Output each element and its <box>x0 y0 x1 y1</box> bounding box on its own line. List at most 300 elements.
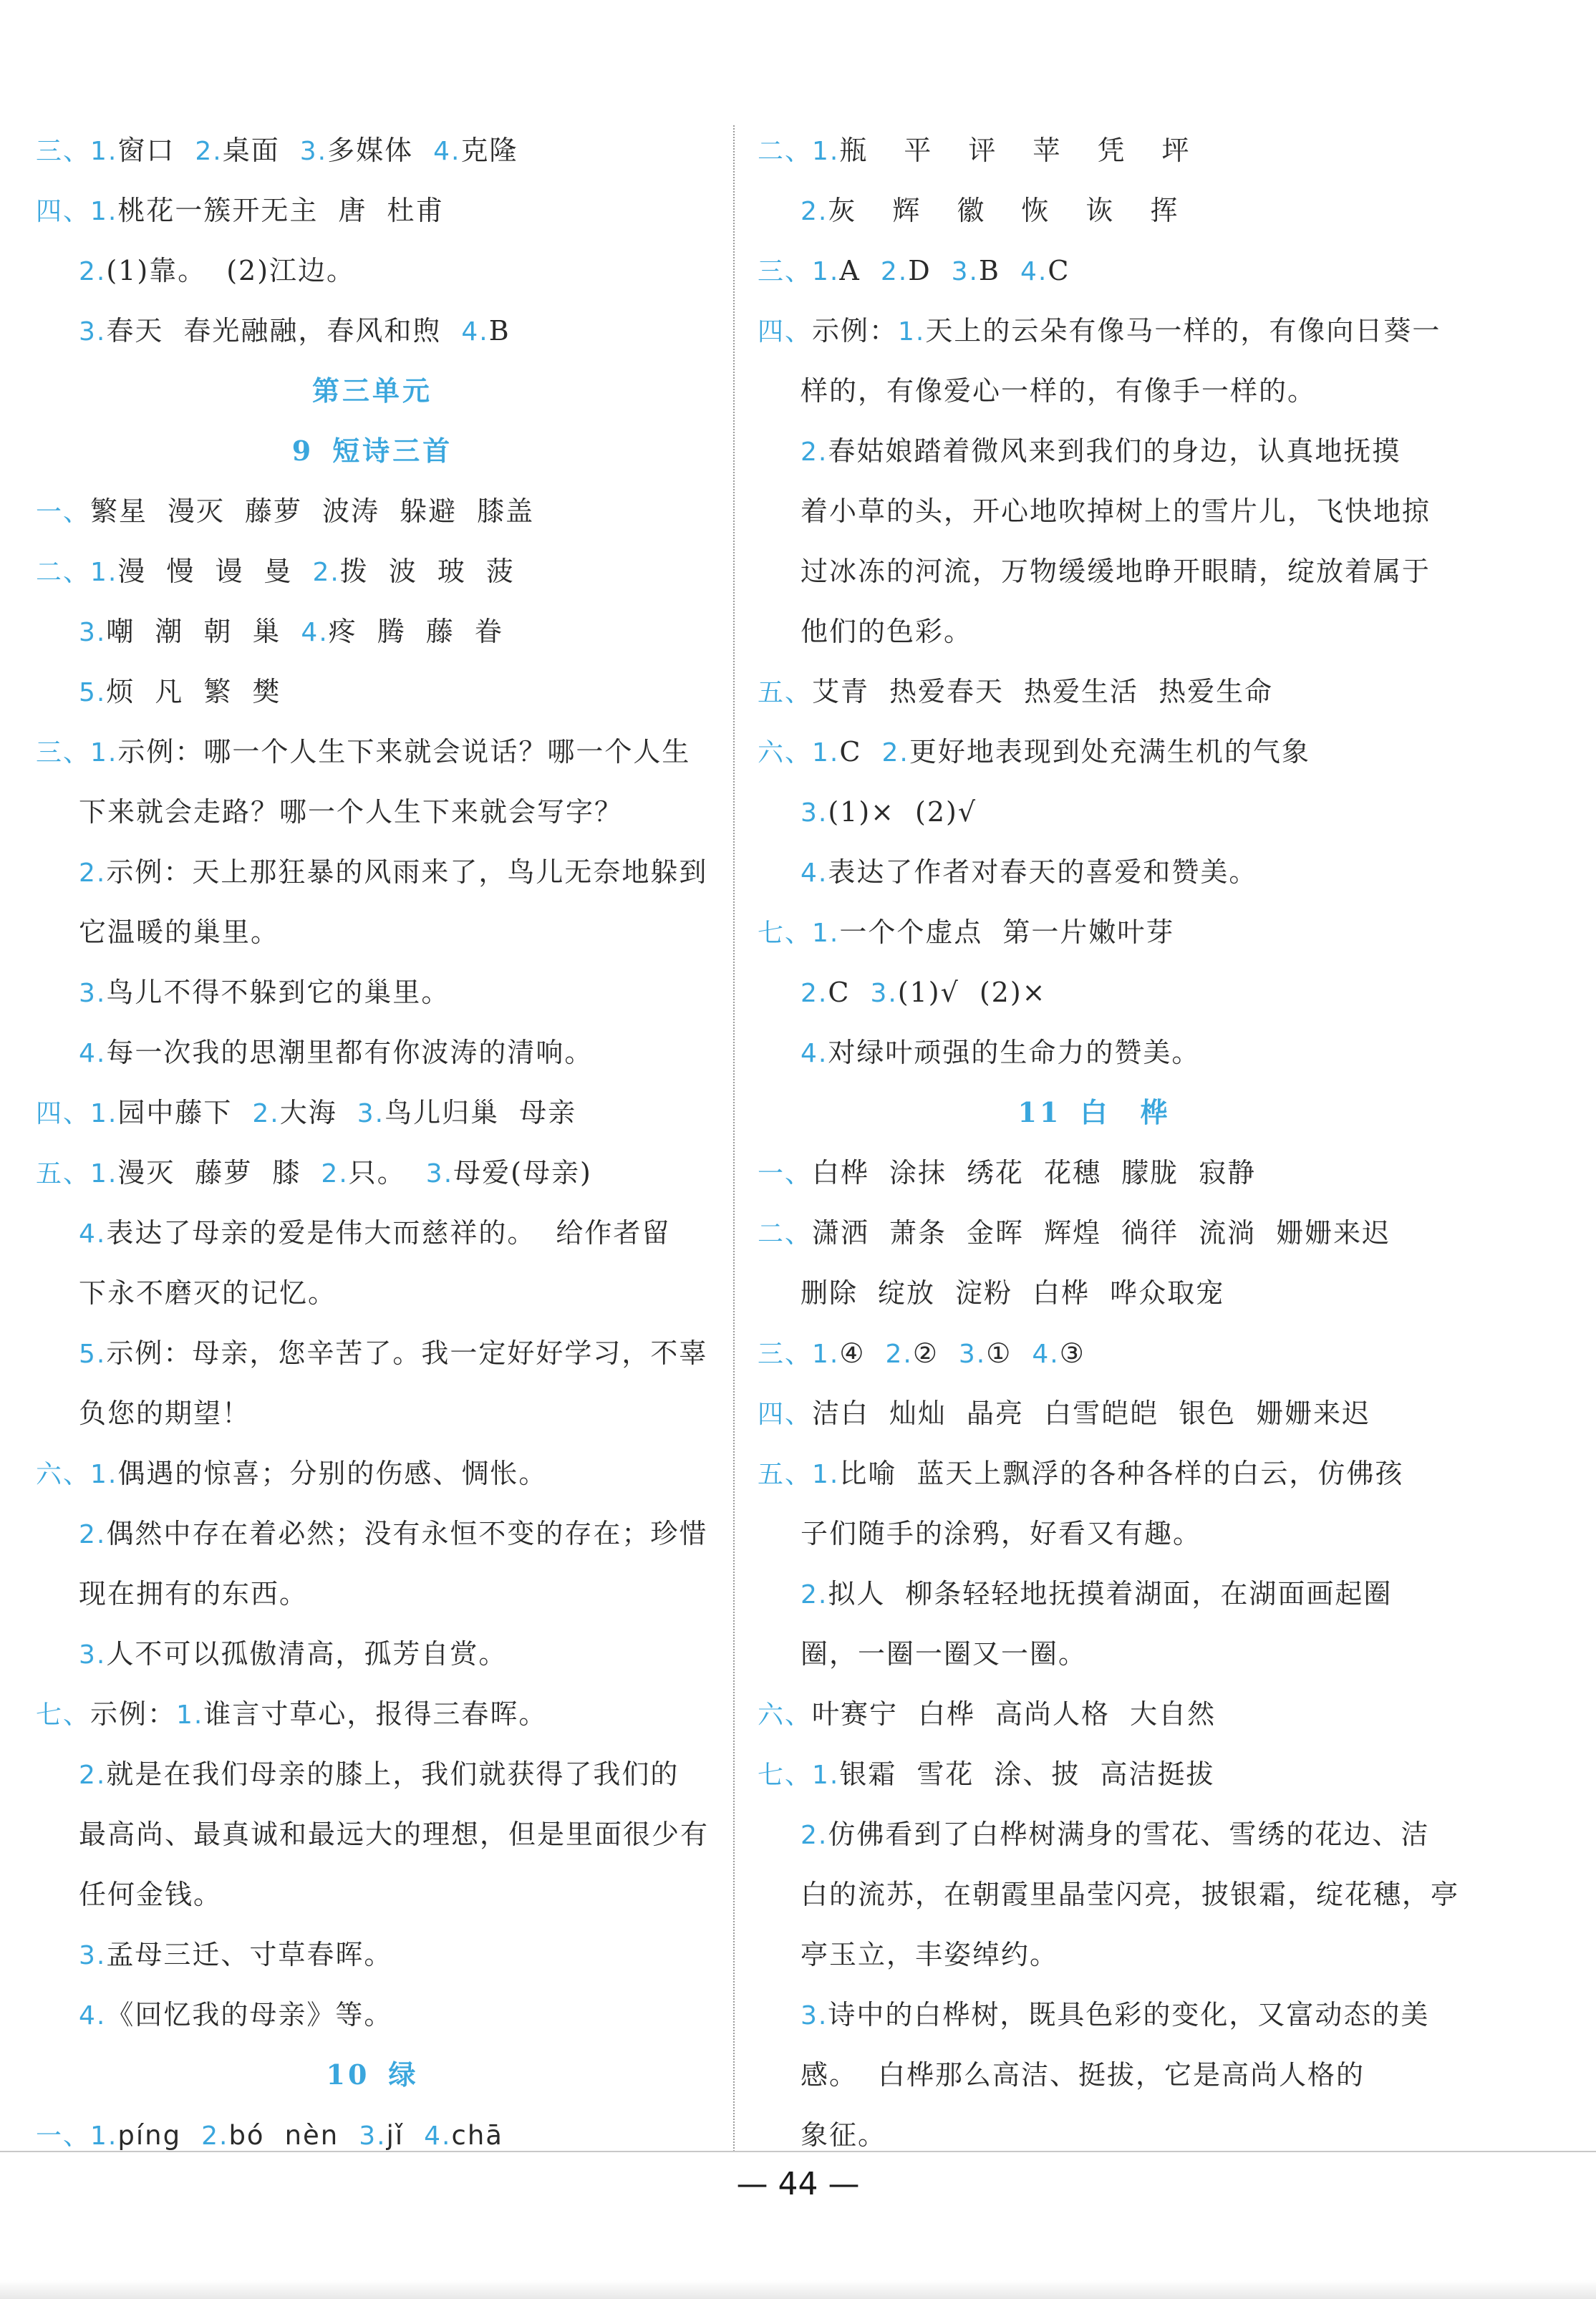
item-number: 5. <box>79 1340 107 1369</box>
answer-text: (2)江边。 <box>226 255 356 286</box>
item-number: 4. <box>1032 1340 1060 1369</box>
answer-line <box>29 1263 716 1323</box>
right-column <box>750 120 1460 2165</box>
lesson-number: 10 <box>326 2058 370 2091</box>
answer-text: 白桦 <box>1032 1277 1090 1309</box>
answer-text: 表达了母亲的爱是伟大而慈祥的。 <box>106 1217 536 1249</box>
item-number: 1. <box>812 1340 840 1369</box>
answer-line <box>750 1564 1438 1624</box>
item-number: 1. <box>90 1460 118 1489</box>
lesson-name: 白 桦 <box>1080 1096 1171 1128</box>
footer-rule <box>0 2151 1596 2152</box>
item-number: 1. <box>176 1700 204 1730</box>
answer-text: 萧条 <box>889 1217 947 1249</box>
item-number: 5. <box>79 678 107 707</box>
answer-text: 他们的色彩。 <box>801 616 973 647</box>
answer-text: 洁白 <box>812 1398 870 1429</box>
answer-line <box>750 2045 1438 2105</box>
answer-text: 玻 <box>437 556 466 587</box>
item-number: 2. <box>801 197 828 226</box>
answer-text: 寂静 <box>1199 1157 1257 1189</box>
section-marker: 三、 <box>36 137 91 166</box>
answer-text: 白桦 <box>812 1157 870 1189</box>
answer-text: ② <box>912 1337 939 1369</box>
answer-text: 给作者留 <box>556 1217 671 1249</box>
answer-text: (2)√ <box>915 796 977 828</box>
section-marker: 三、 <box>758 257 813 286</box>
answer-line <box>29 1443 716 1504</box>
answer-text: 繁星 <box>90 495 148 527</box>
item-number: 1. <box>812 137 840 166</box>
answer-line <box>750 1684 1438 1744</box>
answer-text: 拨 <box>339 556 369 587</box>
answer-line <box>29 1804 716 1864</box>
answer-text: 任何金钱。 <box>79 1879 223 1910</box>
answer-text: 藤 <box>425 616 455 647</box>
answer-text: ① <box>986 1337 1012 1369</box>
answer-line <box>29 1985 716 2045</box>
answer-text: 巢 <box>252 616 281 647</box>
answer-line <box>750 722 1438 782</box>
item-number: 2. <box>79 1520 107 1549</box>
section-marker: 六、 <box>36 1460 91 1489</box>
item-number: 4. <box>79 1039 107 1068</box>
answer-line <box>29 1083 716 1143</box>
section-marker: 六、 <box>758 738 813 768</box>
item-number: 2. <box>201 2121 229 2151</box>
answer-line <box>750 842 1438 902</box>
item-number: 1. <box>898 317 926 347</box>
answer-text: 克隆 <box>460 135 518 166</box>
answer-text: 徽 <box>957 195 986 226</box>
answer-text: 母爱(母亲) <box>453 1157 592 1189</box>
answer-line <box>750 2105 1438 2165</box>
answer-line <box>750 120 1438 180</box>
answer-text: 每一次我的思潮里都有你波涛的清响。 <box>106 1037 594 1068</box>
answer-line <box>29 301 716 361</box>
item-number: 2. <box>312 558 340 587</box>
answer-text: 天上的云朵有像马一样的，有像向日葵一 <box>925 315 1441 347</box>
answer-text: 园中藤下 <box>117 1097 233 1128</box>
item-number: 1. <box>90 2121 118 2151</box>
answer-text: 藤萝 <box>195 1157 253 1189</box>
pinyin-text: nèn <box>284 2120 339 2151</box>
answer-text: 辉煌 <box>1044 1217 1102 1249</box>
item-number: 4. <box>801 858 828 888</box>
answer-text: 最高尚、最真诚和最远大的理想，但是里面很少有 <box>79 1819 710 1850</box>
lesson-title <box>750 1083 1438 1143</box>
answer-text: 藤萝 <box>245 495 303 527</box>
item-number: 3. <box>79 1640 107 1670</box>
answer-text: 膝盖 <box>477 495 535 527</box>
answer-text: 涂、披 <box>994 1758 1080 1790</box>
answer-text: 疼 <box>328 616 357 647</box>
answer-text: 谁言寸草心，报得三春晖。 <box>203 1698 548 1730</box>
answer-line <box>29 842 716 902</box>
item-number: 1. <box>90 1099 118 1128</box>
answer-text: 菠 <box>485 556 515 587</box>
answer-text: 诗中的白桦树，既具色彩的变化，又富动态的美 <box>828 1999 1430 2031</box>
section-marker: 四、 <box>36 197 91 226</box>
answer-line <box>750 1864 1460 1925</box>
item-number: 1. <box>812 1761 840 1790</box>
answer-text: 桃花一簇开无主 <box>117 195 319 226</box>
answer-text: 下永不磨灭的记忆。 <box>79 1277 337 1309</box>
answer-text: 叶赛宁 <box>812 1698 899 1730</box>
answer-text: 孟母三迁、寸草春晖。 <box>106 1939 393 1970</box>
section-marker: 一、 <box>36 498 91 527</box>
answer-text: 繁 <box>203 676 233 707</box>
answer-line <box>750 601 1438 662</box>
answer-text: (1)√ <box>897 977 959 1008</box>
lesson-number: 11 <box>1017 1096 1062 1128</box>
section-marker: 一、 <box>36 2121 91 2151</box>
answer-line <box>29 1925 716 1985</box>
answer-text: 第一片嫩叶芽 <box>1002 916 1175 948</box>
pinyin-text: píng <box>117 2120 182 2151</box>
item-number: 4. <box>424 2121 452 2151</box>
item-number: 1. <box>90 197 118 226</box>
answer-line <box>750 1263 1438 1323</box>
answer-text: 金晖 <box>967 1217 1025 1249</box>
answer-line <box>29 120 716 180</box>
answer-line <box>29 962 716 1022</box>
item-number: 1. <box>812 1460 840 1489</box>
answer-line <box>750 902 1438 962</box>
answer-text: 杜甫 <box>387 195 445 226</box>
answer-text: ④ <box>839 1337 866 1369</box>
answer-text: 辉 <box>892 195 922 226</box>
answer-text: 比喻 <box>839 1458 897 1489</box>
section-marker: 七、 <box>758 1761 813 1790</box>
left-column <box>29 120 716 2165</box>
item-number: 1. <box>90 738 118 768</box>
answer-text: 坪 <box>1161 135 1191 166</box>
answer-text: 春天 <box>106 315 164 347</box>
answer-line <box>29 481 716 541</box>
answer-text: C <box>1048 255 1070 286</box>
answer-line <box>29 1203 716 1263</box>
answer-text: ③ <box>1059 1337 1085 1369</box>
answer-text: 春光融融，春风和煦 <box>183 315 442 347</box>
answer-text: 绽放 <box>878 1277 936 1309</box>
answer-text: 示例： <box>90 1698 177 1730</box>
answer-line <box>750 1985 1438 2045</box>
answer-text: 示例：哪一个人生下来就会说话？哪一个人生 <box>117 736 691 768</box>
answer-text: 热爱春天 <box>889 676 1005 707</box>
item-number: 1. <box>812 257 840 286</box>
answer-line <box>29 1383 716 1443</box>
answer-text: 腾 <box>377 616 406 647</box>
answer-text: 删除 <box>801 1277 859 1309</box>
answer-text: 白桦 <box>918 1698 976 1730</box>
answer-text: 蓝天上飘浮的各种各样的白云，仿佛孩 <box>917 1458 1404 1489</box>
answer-text: 样的，有像爱心一样的，有像手一样的。 <box>801 375 1317 407</box>
answer-text: 示例：母亲，您辛苦了。我一定好好学习，不辜 <box>106 1337 708 1369</box>
item-number: 3. <box>79 979 107 1008</box>
answer-text: 曼 <box>263 556 293 587</box>
item-number: 3. <box>870 979 898 1008</box>
lesson-name: 绿 <box>388 2058 419 2091</box>
item-number: 3. <box>951 257 980 286</box>
section-marker: 六、 <box>758 1700 813 1730</box>
item-number: 3. <box>801 798 828 828</box>
section-marker: 七、 <box>36 1700 91 1730</box>
answer-line <box>29 1864 716 1925</box>
item-number: 1. <box>90 137 118 166</box>
answer-text: 热爱生活 <box>1024 676 1139 707</box>
pinyin-text: jǐ <box>386 2120 405 2151</box>
section-marker: 四、 <box>758 1400 813 1429</box>
answer-text: 绣花 <box>967 1157 1025 1189</box>
answer-line <box>29 180 716 241</box>
answer-line <box>750 1744 1438 1804</box>
item-number: 4. <box>1020 257 1048 286</box>
answer-line <box>750 1203 1438 1263</box>
answer-text: 子们随手的涂鸦，好看又有趣。 <box>801 1518 1202 1549</box>
answer-text: 雪花 <box>917 1758 974 1790</box>
answer-text: 潇洒 <box>812 1217 870 1249</box>
answer-text: 银色 <box>1179 1398 1237 1429</box>
item-number: 2. <box>801 437 828 467</box>
answer-text: 姗姗来迟 <box>1276 1217 1391 1249</box>
answer-text: 樊 <box>252 676 281 707</box>
answer-line <box>750 301 1441 361</box>
answer-text: 过冰冻的河流，万物缓缓地睁开眼睛，绽放着属于 <box>801 556 1431 587</box>
item-number: 1. <box>90 558 118 587</box>
item-number: 4. <box>461 317 489 347</box>
answer-text: 感。 <box>801 2059 859 2091</box>
answer-text: C <box>839 736 862 768</box>
answer-line <box>29 2105 716 2165</box>
page-number: — 44 — <box>736 2166 860 2202</box>
answer-text: 挥 <box>1150 195 1179 226</box>
answer-text: 只。 <box>348 1157 406 1189</box>
item-number: 3. <box>79 317 107 347</box>
answer-line <box>29 1504 716 1564</box>
answer-text: 潮 <box>155 616 184 647</box>
answer-text: 偶然中存在着必然；没有永恒不变的存在；珍惜 <box>106 1518 708 1549</box>
answer-line <box>29 541 716 601</box>
answer-text: 亭玉立，丰姿绰约。 <box>801 1939 1059 1970</box>
answer-text: 象征。 <box>801 2119 887 2151</box>
answer-text: 徜徉 <box>1121 1217 1179 1249</box>
section-marker: 一、 <box>758 1159 813 1189</box>
item-number: 4. <box>801 1039 828 1068</box>
answer-line <box>29 902 716 962</box>
item-number: 3. <box>79 1941 107 1970</box>
answer-line <box>750 1323 1438 1383</box>
answer-text: 窗口 <box>117 135 175 166</box>
answer-text: 恢 <box>1021 195 1050 226</box>
item-number: 3. <box>801 2001 828 2031</box>
answer-text: 现在拥有的东西。 <box>79 1578 309 1610</box>
answer-text: 母亲 <box>519 1097 577 1128</box>
answer-text: 鸟儿不得不躲到它的巢里。 <box>106 977 450 1008</box>
answer-line <box>29 1323 716 1383</box>
answer-text: 朝 <box>203 616 233 647</box>
answer-text: 人不可以孤傲清高，孤芳自赏。 <box>106 1638 508 1670</box>
answer-text: 对绿叶顽强的生命力的赞美。 <box>828 1037 1201 1068</box>
lesson-title <box>29 421 716 481</box>
answer-text: 评 <box>968 135 997 166</box>
item-number: 4. <box>433 137 461 166</box>
answer-line <box>750 361 1438 421</box>
answer-text: 白的流苏，在朝霞里晶莹闪亮，披银霜，绽花穗，亭 <box>801 1879 1460 1910</box>
answer-text: B <box>979 255 1000 286</box>
answer-line <box>29 1564 716 1624</box>
answer-text: D <box>908 255 932 286</box>
item-number: 2. <box>79 1761 107 1790</box>
answer-text: 柳条轻轻地抚摸着湖面，在湖面画起圈 <box>905 1578 1393 1610</box>
answer-text: 银霜 <box>839 1758 897 1790</box>
answer-text: 白雪皑皑 <box>1044 1398 1159 1429</box>
answer-line <box>29 662 716 722</box>
section-marker: 四、 <box>36 1099 91 1128</box>
answer-text: 晶亮 <box>967 1398 1025 1429</box>
answer-text: 流淌 <box>1199 1217 1257 1249</box>
answer-text: 高洁挺拔 <box>1100 1758 1215 1790</box>
answer-text: 嘲 <box>106 616 135 647</box>
answer-text: 就是在我们母亲的膝上，我们就获得了我们的 <box>106 1758 679 1790</box>
answer-text: 春姑娘踏着微风来到我们的身边，认真地抚摸 <box>828 435 1401 467</box>
answer-text: 花穗 <box>1044 1157 1102 1189</box>
answer-text: 烦 <box>106 676 135 707</box>
answer-text: 《回忆我的母亲》等。 <box>106 1999 393 2031</box>
answer-text: 高尚人格 <box>995 1698 1111 1730</box>
item-number: 2. <box>801 1821 828 1850</box>
answer-text: 表达了作者对春天的喜爱和赞美。 <box>828 856 1258 888</box>
item-number: 2. <box>79 858 107 888</box>
answer-line <box>29 722 716 782</box>
answer-text: 波 <box>388 556 417 587</box>
section-marker: 五、 <box>758 1460 813 1489</box>
answer-line <box>750 541 1438 601</box>
answer-text: 谩 <box>215 556 244 587</box>
section-marker: 二、 <box>758 1219 813 1249</box>
answer-text: 负您的期望！ <box>79 1398 251 1429</box>
answer-line <box>750 1504 1438 1564</box>
answer-line <box>29 1022 716 1083</box>
answer-text: 平 <box>904 135 933 166</box>
answer-text: 多媒体 <box>327 135 414 166</box>
item-number: 2. <box>252 1099 280 1128</box>
answer-text: 涂抹 <box>889 1157 947 1189</box>
item-number: 2. <box>801 979 828 1008</box>
item-number: 4. <box>301 618 329 647</box>
scan-edge <box>0 2280 1596 2299</box>
answer-text: 躲避 <box>400 495 458 527</box>
answer-text: 它温暖的巢里。 <box>79 916 280 948</box>
item-number: 3. <box>425 1159 454 1189</box>
column-divider <box>733 125 735 2152</box>
item-number: 2. <box>801 1580 828 1610</box>
answer-text: 更好地表现到处充满生机的气象 <box>909 736 1310 768</box>
pinyin-text: chā <box>451 2120 503 2151</box>
answer-text: 姗姗来迟 <box>1256 1398 1371 1429</box>
section-marker: 四、 <box>758 317 813 347</box>
answer-text: 桌面 <box>222 135 280 166</box>
section-marker: 二、 <box>758 137 813 166</box>
answer-text: 示例： <box>812 315 899 347</box>
answer-line <box>29 782 716 842</box>
section-marker: 三、 <box>758 1340 813 1369</box>
answer-text: 热爱生命 <box>1159 676 1274 707</box>
answer-text: 着小草的头，开心地吹掉树上的雪片儿，飞快地掠 <box>801 495 1431 527</box>
answer-text: 凭 <box>1097 135 1126 166</box>
lesson-name: 短诗三首 <box>332 435 453 467</box>
answer-text: 哗众取宠 <box>1110 1277 1225 1309</box>
section-marker: 三、 <box>36 738 91 768</box>
answer-text: 瓶 <box>839 135 869 166</box>
answer-line <box>750 1804 1438 1864</box>
item-number: 2. <box>79 257 107 286</box>
answer-text: (2)× <box>979 977 1047 1008</box>
item-number: 4. <box>79 1219 107 1249</box>
answer-line <box>750 180 1438 241</box>
answer-text: 唐 <box>338 195 367 226</box>
answer-text: 大海 <box>279 1097 337 1128</box>
answer-line <box>750 662 1438 722</box>
answer-line <box>750 481 1438 541</box>
answer-text: (1)靠。 <box>106 255 207 286</box>
answer-line <box>29 1684 716 1744</box>
unit-title: 第三单元 <box>311 374 432 407</box>
answer-text: 仿佛看到了白桦树满身的雪花、雪绣的花边、洁 <box>828 1819 1430 1850</box>
answer-text: C <box>828 977 851 1008</box>
item-number: 3. <box>958 1340 987 1369</box>
answer-line <box>29 601 716 662</box>
answer-text: 淀粉 <box>955 1277 1013 1309</box>
lesson-title <box>29 2045 716 2105</box>
answer-text: 鸟儿归巢 <box>385 1097 500 1128</box>
item-number: 3. <box>359 2121 387 2151</box>
answer-text: 凡 <box>155 676 184 707</box>
section-marker: 五、 <box>758 678 813 707</box>
answer-line <box>29 1744 716 1804</box>
answer-text: 慢 <box>166 556 195 587</box>
answer-line <box>750 1925 1438 1985</box>
answer-text: 膝 <box>272 1157 301 1189</box>
item-number: 3. <box>357 1099 385 1128</box>
answer-text: 灿灿 <box>889 1398 947 1429</box>
answer-text: 漫灭 <box>117 1157 175 1189</box>
answer-text: 偶遇的惊喜；分别的伤感、惆怅。 <box>117 1458 548 1489</box>
answer-text: 大自然 <box>1130 1698 1217 1730</box>
item-number: 3. <box>299 137 328 166</box>
answer-text: 眷 <box>474 616 503 647</box>
answer-line <box>29 1624 716 1684</box>
section-marker: 七、 <box>758 919 813 948</box>
item-number: 4. <box>79 2001 107 2031</box>
answer-text: 白桦那么高洁、挺拔，它是高尚人格的 <box>878 2059 1365 2091</box>
item-number: 3. <box>79 618 107 647</box>
answer-text: 艾青 <box>812 676 870 707</box>
answer-text: 圈，一圈一圈又一圈。 <box>801 1638 1088 1670</box>
answer-line <box>750 1143 1438 1203</box>
answer-line <box>750 1624 1438 1684</box>
answer-text: (1)× <box>828 796 896 828</box>
answer-line <box>750 241 1438 301</box>
answer-line <box>750 1383 1438 1443</box>
answer-text: 一个个虚点 <box>839 916 983 948</box>
answer-text: 诙 <box>1085 195 1115 226</box>
answer-text: 下来就会走路？哪一个人生下来就会写字？ <box>79 796 624 828</box>
item-number: 2. <box>880 257 909 286</box>
answer-line <box>29 241 716 301</box>
answer-text: 拟人 <box>828 1578 886 1610</box>
answer-text: A <box>839 255 861 286</box>
